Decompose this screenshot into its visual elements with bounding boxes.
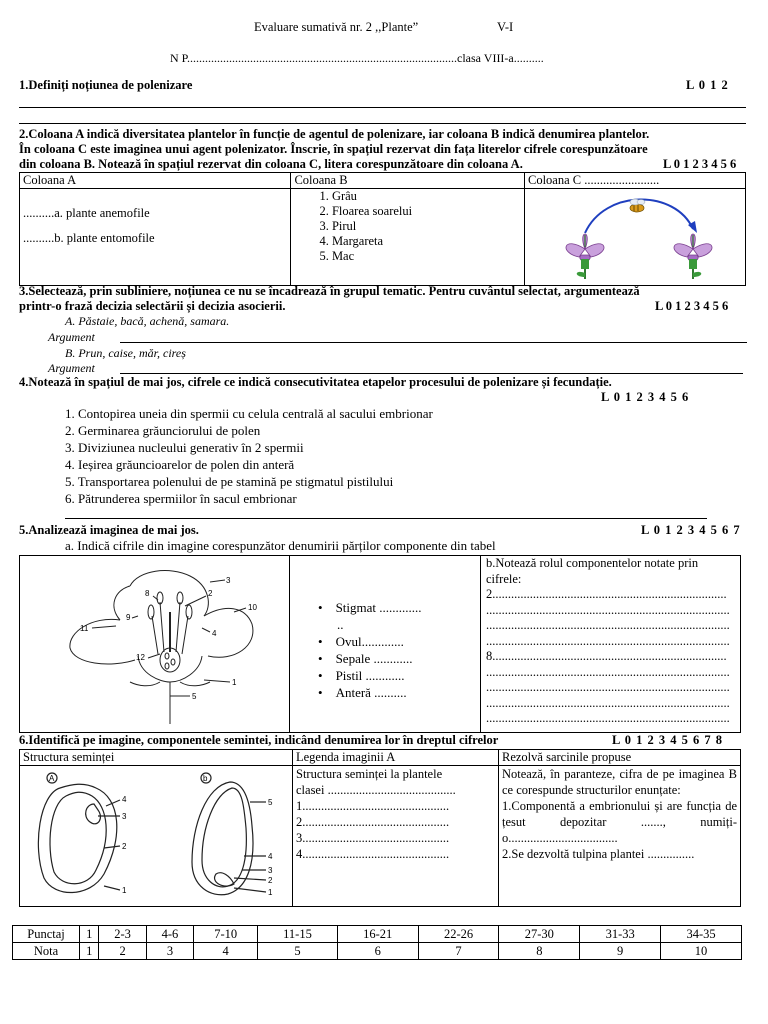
nota-cell: 7 xyxy=(418,943,499,960)
q2-prompt-line3: din coloana B. Notează în spațiul rezervat din coloana C, litera corespunzătoare din coloana A. xyxy=(19,157,523,171)
col-c-header[interactable]: Coloana C ........................ xyxy=(525,173,746,189)
q2-score: L 0 1 2 3 4 5 6 xyxy=(663,157,737,171)
legend-item[interactable]: 4............................................... xyxy=(296,847,450,861)
seed-b-embryo-outline xyxy=(215,873,234,886)
nota-cell: 10 xyxy=(661,943,742,960)
parts-list-cell xyxy=(290,556,481,733)
seed-b-number: 3 xyxy=(268,866,273,875)
seed-a-number: 4 xyxy=(122,795,127,804)
col-b-item: 3. Pirul xyxy=(319,219,357,233)
seed-structure-header: Structura seminței xyxy=(20,750,293,766)
legend-header: Legenda imaginii A xyxy=(293,750,499,766)
nota-cell: 2 xyxy=(99,943,146,960)
q3-prompt-line2: printr-o frază decizia selectării și decizia asocierii. xyxy=(19,299,286,313)
punctaj-cell: 2-3 xyxy=(99,926,146,943)
col-a-cell xyxy=(20,189,291,286)
legend-item[interactable]: 3............................................... xyxy=(296,831,450,845)
seed-a-number: 1 xyxy=(122,886,127,895)
part-item-pistil[interactable]: • Pistil ............ xyxy=(318,668,405,683)
punctaj-cell: 1 xyxy=(80,926,99,943)
ovule-outline xyxy=(165,653,169,659)
q4-step: 1. Contopirea uneia din spermii cu celula centrală al sacului embrionar xyxy=(65,406,433,421)
punctaj-cell: 27-30 xyxy=(499,926,580,943)
seed-b-number: 5 xyxy=(268,798,273,807)
stamen-filament xyxy=(176,602,180,652)
part-item-stigmat-cont: .. xyxy=(337,617,344,632)
flower-diagram-cell xyxy=(20,556,290,733)
bee-icon xyxy=(630,199,645,212)
task-2[interactable]: 2.Se dezvoltă tulpina plantei ............... xyxy=(502,847,695,861)
flower-label: 10 xyxy=(248,603,257,612)
punctaj-cell: 7-10 xyxy=(194,926,258,943)
punctaj-cell: 4-6 xyxy=(146,926,193,943)
q3-prompt-line1: 3.Selectează, prin subliniere, noțiunea ce nu se încadrează în grupul tematic. Pentru cuvântul selectat, argumentează xyxy=(19,284,640,298)
role-line[interactable]: .............................................................................. xyxy=(486,695,730,710)
q3-item-b[interactable]: B. Prun, caise, măr, cireș xyxy=(65,346,186,360)
sepal-outline xyxy=(130,682,160,686)
seed-b-number: 4 xyxy=(268,852,273,861)
seed-a-embryo-outline xyxy=(86,804,101,824)
part-item-ovul[interactable]: • Ovul............. xyxy=(318,634,404,649)
q5-table xyxy=(19,555,741,733)
q5-subtask-a: a. Indică cifrile din imagine corespunzător denumirii părților componente din tabel xyxy=(65,538,496,553)
ovule-outline xyxy=(171,659,175,665)
nota-cell: 9 xyxy=(580,943,661,960)
seed-b-number: 2 xyxy=(268,876,273,885)
q4-step: 5. Transportarea polenului de pe stamină pe stigmatul pistilului xyxy=(65,474,394,489)
student-name-line[interactable]: N P..........................................................................................clasa VIII-a.......... xyxy=(170,51,544,65)
part-item-sepale[interactable]: • Sepale ............ xyxy=(318,651,413,666)
q3-argument-b-line[interactable] xyxy=(120,373,743,374)
punctaj-cell: 31-33 xyxy=(580,926,661,943)
seed-a-label: A xyxy=(49,774,55,783)
seed-diagram-cell xyxy=(20,766,293,907)
bee-pollination-illustration xyxy=(525,189,745,281)
flower-label: 1 xyxy=(232,678,237,687)
q6-score: L 0 1 2 3 4 5 6 7 8 xyxy=(612,733,724,747)
role-line[interactable]: .............................................................................. xyxy=(486,602,730,617)
part-item-antera[interactable]: • Anteră .......... xyxy=(318,685,407,700)
tasks-header: Rezolvă sarcinile propuse xyxy=(499,750,741,766)
q4-step: 2. Germinarea grăunciorului de polen xyxy=(65,423,261,438)
q1-answer-line[interactable] xyxy=(19,107,746,108)
roles-title: b.Notează rolul componentelor notate prin xyxy=(486,556,699,570)
col-a-item[interactable]: ..........b. plante entomofile xyxy=(23,231,155,245)
flower-right-icon xyxy=(674,234,712,279)
legend-item[interactable]: 2............................................... xyxy=(296,815,450,829)
roles-cell xyxy=(481,556,741,733)
col-b-item: 4. Margareta xyxy=(319,234,384,248)
stamen-filament xyxy=(182,616,188,654)
q2-prompt-line1: 2.Coloana A indică diversitatea plantelor în funcție de agentul de polenizare, iar coloana B indică denumirea plantelor. xyxy=(19,127,650,141)
class-code: V-I xyxy=(497,20,514,34)
seed-a-number: 2 xyxy=(122,842,127,851)
q2-table xyxy=(19,172,746,286)
q6-prompt: 6.Identifică pe imagine, componentele semintei, indicând denumirea lor în dreptul cifrelor xyxy=(19,733,499,747)
q3-argument-a-label: Argument xyxy=(48,330,95,344)
anther-outline xyxy=(186,605,192,619)
role-line[interactable]: .............................................................................. xyxy=(486,664,730,679)
flower-label: 5 xyxy=(192,692,197,701)
col-b-cell xyxy=(291,189,525,286)
flower-label: 8 xyxy=(145,589,150,598)
nota-cell: 1 xyxy=(80,943,99,960)
col-c-cell xyxy=(525,189,746,286)
stamen-filament xyxy=(160,602,164,652)
col-b-item: 1. Grâu xyxy=(319,189,357,203)
q3-item-a[interactable]: A. Păstaie, bacă, achenă, samara. xyxy=(65,314,230,328)
seed-diagrams xyxy=(20,766,286,902)
q4-prompt: 4.Notează în spațiul de mai jos, cifrele ce indică consecutivitatea etapelor procesului de polenizare și fecundație. xyxy=(19,375,612,389)
worksheet-title: Evaluare sumativă nr. 2 ,,Plante” xyxy=(254,20,419,34)
flower-label: 11 xyxy=(80,624,89,633)
q2-prompt-line2: În coloana C este imaginea unui agent polenizator. Înscrie, în spațiul rezervat din fața literelor cifrele corespunzătoare xyxy=(19,142,648,156)
q4-step: 6. Pătrunderea spermiilor în sacul embrionar xyxy=(65,491,297,506)
col-a-header: Coloana A xyxy=(20,173,291,189)
petal-outline xyxy=(130,571,208,616)
q5-score: L 0 1 2 3 4 5 6 7 xyxy=(641,523,741,537)
legend-line: Structura seminței la plantele xyxy=(296,767,443,781)
q5-prompt: 5.Analizează imaginea de mai jos. xyxy=(19,523,199,537)
roles-title-cont: cifrele: xyxy=(486,571,522,586)
nota-cell: 3 xyxy=(146,943,193,960)
role-line[interactable]: .............................................................................. xyxy=(486,618,730,632)
anther-outline xyxy=(148,605,154,619)
seed-b-outline xyxy=(192,782,253,895)
nota-cell: 8 xyxy=(499,943,580,960)
receptacle-outline xyxy=(138,656,202,682)
legend-item[interactable]: 1............................................... xyxy=(296,799,450,813)
task-1[interactable]: 1.Componentă a embrionului și are funcția de țesut depozitar ......., numiți-o................................... xyxy=(502,799,737,845)
q1-score: L 0 1 2 xyxy=(686,78,729,92)
sepal-outline xyxy=(180,682,210,686)
q4-step: 4. Ieșirea grăuncioarelor de polen din anteră xyxy=(65,457,295,472)
nota-cell: 4 xyxy=(194,943,258,960)
q1-answer-line[interactable] xyxy=(19,123,746,124)
q3-argument-b-label: Argument xyxy=(48,361,95,375)
role-line-8[interactable]: 8........................................................................... xyxy=(486,649,727,663)
role-line-2[interactable]: 2........................................................................... xyxy=(486,587,727,601)
seed-a-inner-outline xyxy=(50,792,106,884)
seed-b-inner-outline xyxy=(202,788,246,887)
nota-cell: 5 xyxy=(258,943,338,960)
task-intro: Notează, în paranteze, cifra de pe imaginea B ce corespunde structurilor enunțate: xyxy=(502,767,737,797)
seed-b-number: 1 xyxy=(268,888,273,897)
punctaj-cell: 22-26 xyxy=(418,926,499,943)
seed-b-label: b xyxy=(203,774,208,783)
legend-line[interactable]: clasei ......................................... xyxy=(296,783,456,797)
nota-label: Nota xyxy=(13,943,80,960)
flower-label: 2 xyxy=(208,589,213,598)
q4-step: 3. Diviziunea nucleului generativ în 2 spermii xyxy=(65,440,304,455)
nota-cell: 6 xyxy=(337,943,418,960)
flower-label: 4 xyxy=(212,629,217,638)
role-line[interactable]: .............................................................................. xyxy=(486,680,730,694)
q4-steps-list xyxy=(65,405,433,507)
flower-label: 9 xyxy=(126,613,131,622)
role-line[interactable]: .............................................................................. xyxy=(486,711,730,725)
flower-label: 3 xyxy=(226,576,231,585)
col-b-item: 5. Mac xyxy=(319,249,355,263)
role-line[interactable]: .............................................................................. xyxy=(486,633,730,648)
grading-table xyxy=(12,925,742,960)
col-b-header: Coloana B xyxy=(291,173,525,189)
seed-a-number: 3 xyxy=(122,812,127,821)
q3-argument-a-line[interactable] xyxy=(120,342,747,343)
col-b-item: 2. Floarea soarelui xyxy=(319,204,413,218)
punctaj-cell: 34-35 xyxy=(661,926,742,943)
q3-score: L 0 1 2 3 4 5 6 xyxy=(655,299,729,313)
punctaj-label: Punctaj xyxy=(13,926,80,943)
q6-table xyxy=(19,749,741,907)
flower-left-icon xyxy=(566,234,604,279)
flower-label: 12 xyxy=(136,653,145,662)
part-item-stigmat[interactable]: • Stigmat ............. xyxy=(318,600,422,615)
tasks-cell xyxy=(499,766,741,907)
flower-structure-diagram xyxy=(20,556,288,728)
ovule-outline xyxy=(165,663,169,669)
legend-cell xyxy=(293,766,499,907)
stamen-filament xyxy=(152,616,158,654)
q4-score: L 0 1 2 3 4 5 6 xyxy=(601,390,690,404)
punctaj-cell: 11-15 xyxy=(258,926,338,943)
punctaj-cell: 16-21 xyxy=(337,926,418,943)
q4-answer-line[interactable] xyxy=(65,518,707,519)
col-a-item[interactable]: ..........a. plante anemofile xyxy=(23,206,150,220)
q1-prompt: 1.Definiți noțiunea de polenizare xyxy=(19,78,193,92)
